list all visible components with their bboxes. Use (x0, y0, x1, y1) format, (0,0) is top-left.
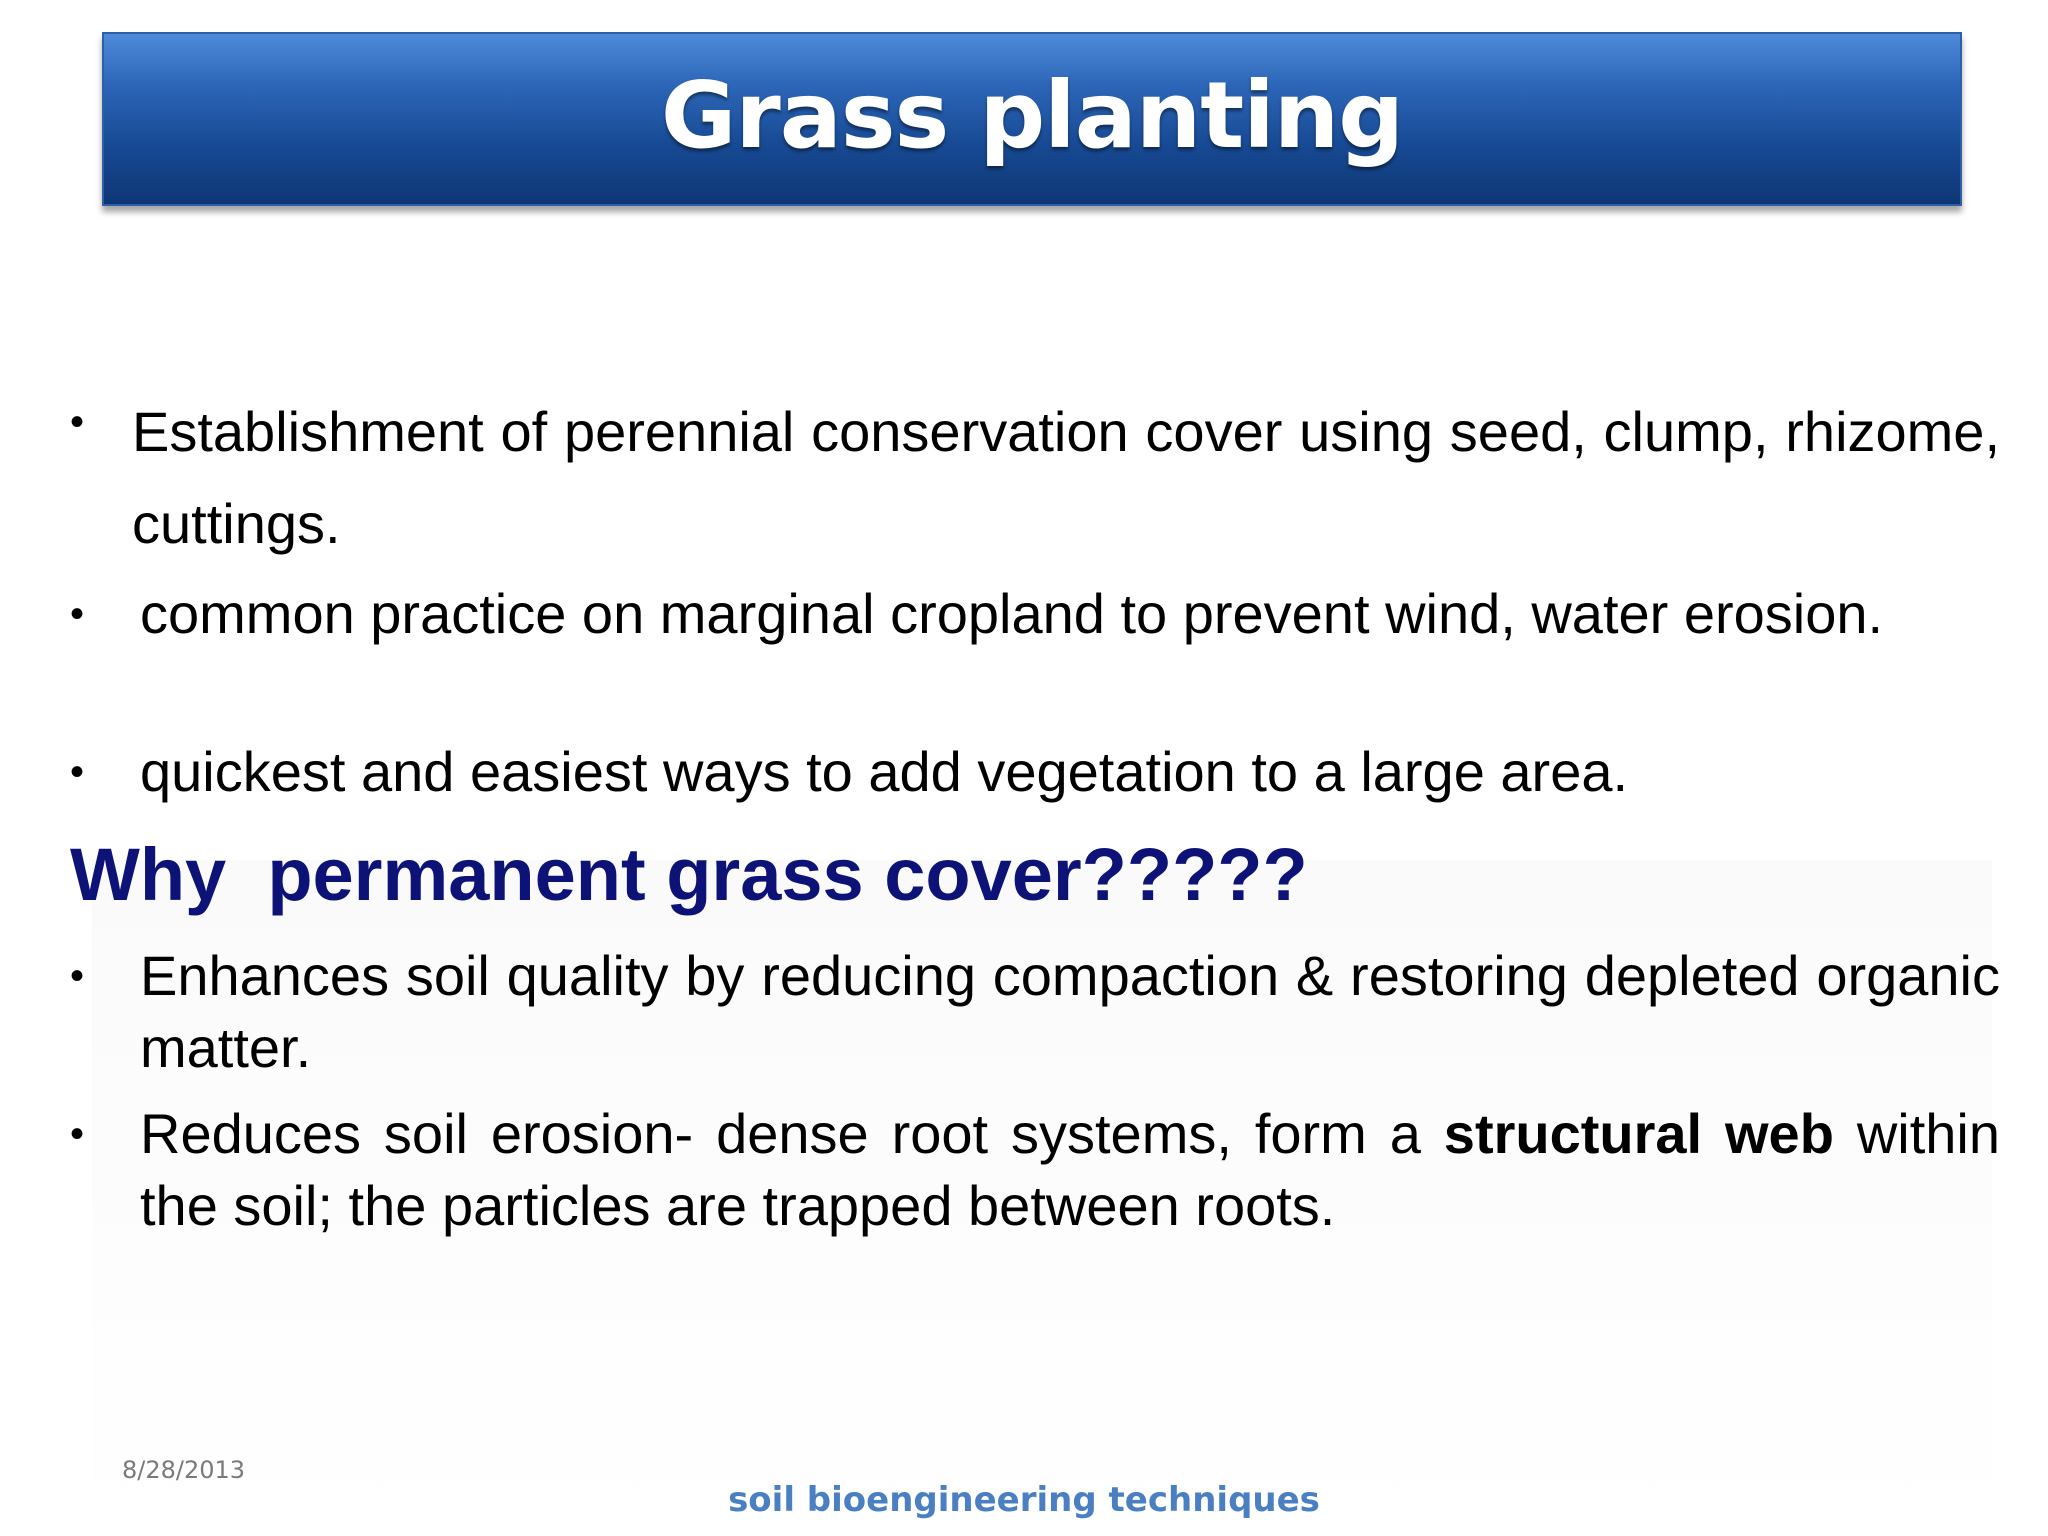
footer-date: 8/28/2013 (122, 1456, 246, 1484)
bullet-text-end: within the soil; the particles are trapped between roots. (140, 1102, 2001, 1237)
bullet-glyph: • (70, 1112, 85, 1156)
bullet-text: Enhances soil quality by reducing compaction & restoring depleted organic matter. (140, 944, 2000, 1079)
bullet-glyph: • (70, 592, 85, 636)
title-bar (102, 32, 1962, 206)
bullet-text: common practice on marginal cropland to prevent wind, water erosion. (140, 582, 1884, 645)
bullet-text-start: Reduces soil erosion- dense root systems, form a (140, 1102, 1444, 1165)
section-heading: Why permanent grass cover????? (70, 833, 1308, 916)
bullet-glyph: • (70, 954, 85, 998)
bullet-text: quickest and easiest ways to add vegetation to a large area. (140, 740, 1629, 803)
bullet-glyph: • (70, 400, 85, 444)
bullet-text-bold: structural web (1443, 1102, 1834, 1165)
slide-title: Grass planting (660, 61, 1404, 169)
footer-caption: soil bioengineering techniques (728, 1480, 1320, 1520)
bullet-text (140, 1098, 2000, 1242)
bullet-glyph: • (70, 750, 85, 794)
bullet-text: Establishment of perennial conservation cover using seed, clump, rhizome, cuttings. (132, 400, 2000, 555)
